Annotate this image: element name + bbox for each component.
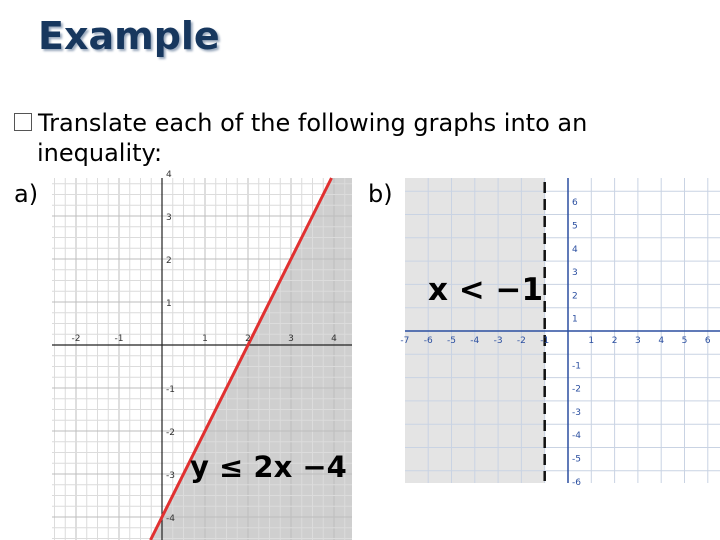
graph-b-x-tick-label: 4 (658, 336, 665, 346)
instruction-line-1: Translate each of the following graphs into an (38, 109, 588, 137)
graph-b-x-tick-label: -7 (400, 336, 410, 346)
graph-a-inequality: y ≤ 2x −4 (190, 450, 347, 484)
graph-b-x-tick-label: -2 (516, 336, 526, 346)
graph-a-y-tick-label: 2 (166, 256, 172, 266)
graph-a-x-tick-label: 3 (288, 334, 294, 344)
graph-b-y-tick-label: 1 (572, 314, 578, 325)
graph-b-y-tick-label: -6 (572, 477, 581, 488)
graph-a-y-tick-label: 1 (166, 299, 172, 309)
graph-b-y-tick-label: 3 (572, 268, 578, 279)
graph-b-x-tick-label: 1 (588, 336, 595, 346)
graph-b-y-tick-label: -5 (572, 454, 581, 465)
graph-a-y-tick-label: -4 (166, 514, 175, 524)
graph-b-x-tick-label: -3 (493, 336, 503, 346)
graph-a-y-tick-label: -1 (166, 385, 175, 395)
label-a: a) (14, 180, 39, 208)
label-b: b) (368, 180, 393, 208)
graph-b-x-tick-label: 2 (611, 336, 618, 346)
graph-a-shaded-region (151, 178, 353, 540)
graph-b-x-tick-label: -4 (470, 336, 480, 346)
graph-b-y-tick-label: -4 (572, 431, 581, 442)
graph-a (52, 170, 352, 540)
graph-a-x-tick-label: 1 (202, 334, 208, 344)
graph-b-y-tick-label: 5 (572, 221, 578, 232)
slide-title: Example (38, 14, 220, 58)
graph-b-y-tick-label: -3 (572, 407, 581, 418)
instruction-line-2: inequality: (37, 139, 163, 167)
graph-a-y-tick-label: -2 (166, 428, 175, 438)
graph-b-x-tick-label: -5 (447, 336, 456, 346)
graph-a-y-tick-label: 3 (166, 213, 172, 223)
instruction-text (14, 108, 714, 168)
graph-a-x-tick-label: 2 (245, 334, 251, 344)
graph-a-x-tick-label: 4 (331, 334, 337, 344)
graph-b-y-tick-label: 2 (572, 291, 578, 302)
graph-b-y-tick-label: -2 (572, 384, 581, 395)
graph-a-y-tick-label: -3 (166, 471, 175, 481)
graph-a-x-tick-label: -1 (114, 334, 124, 344)
graph-b-x-tick-label: 6 (704, 336, 711, 346)
graph-b-x-tick-label: 3 (635, 336, 641, 346)
graph-b (400, 178, 720, 488)
graph-b-y-tick-label: 6 (572, 198, 578, 209)
graph-a-y-tick-label: 4 (166, 170, 172, 180)
graph-b-x-tick-label: 5 (681, 336, 688, 346)
graph-b-y-tick-label: 4 (572, 244, 578, 255)
bullet-box-icon (14, 113, 32, 131)
graph-b-inequality: x < −1 (428, 272, 544, 308)
graph-b-y-tick-label: -1 (572, 361, 581, 372)
graph-a-x-tick-label: -2 (71, 334, 81, 344)
graph-b-x-tick-label: -6 (423, 336, 433, 346)
graph-b-x-tick-label: -1 (540, 336, 550, 346)
